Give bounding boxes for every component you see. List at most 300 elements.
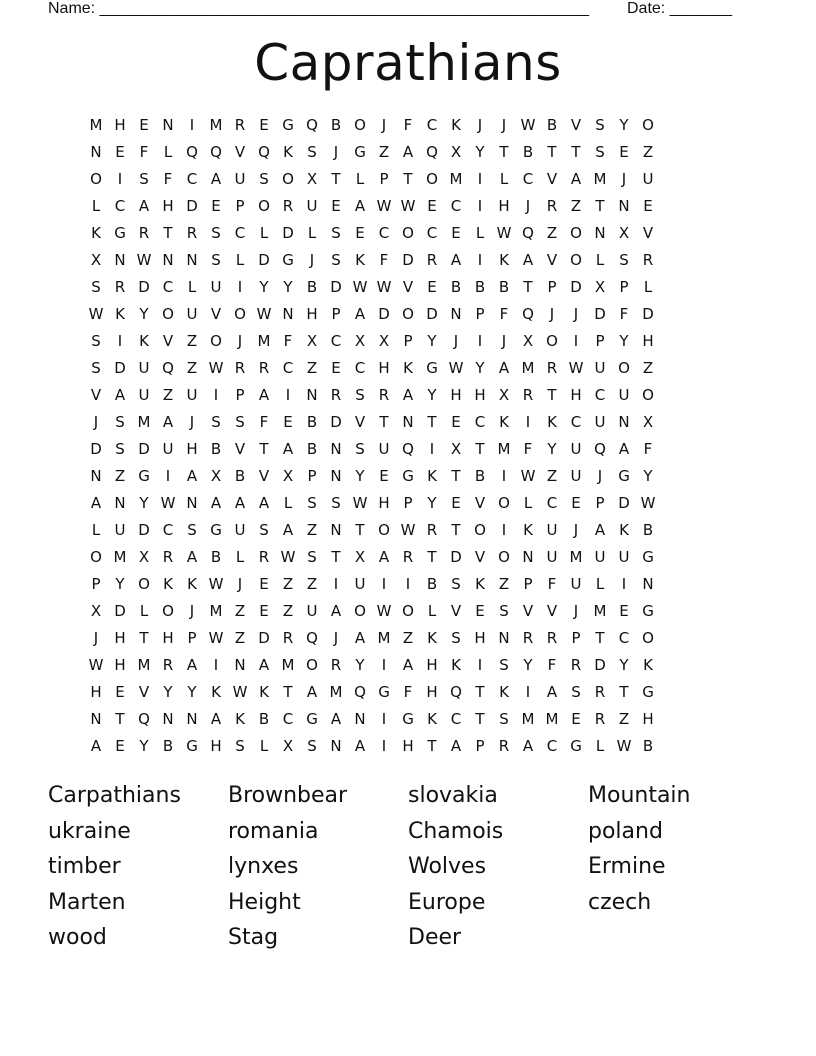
grid-letter: N: [114, 251, 126, 269]
grid-letter: H: [114, 116, 126, 134]
grid-letter: P: [307, 467, 317, 485]
grid-letter: E: [115, 683, 125, 701]
grid-letter: C: [474, 413, 486, 431]
grid-letter: P: [571, 629, 581, 647]
grid-letter: Y: [619, 656, 629, 674]
grid-letter: G: [114, 224, 126, 242]
grid-letter: J: [453, 332, 459, 350]
grid-letter: R: [498, 737, 510, 755]
grid-letter: D: [114, 602, 126, 620]
grid-letter: B: [474, 467, 486, 485]
grid-letter: X: [618, 224, 630, 242]
grid-letter: A: [114, 386, 126, 404]
grid-letter: V: [474, 548, 486, 566]
grid-letter: Z: [306, 575, 318, 593]
grid-letter: D: [138, 440, 150, 458]
grid-letter: H: [378, 359, 390, 377]
grid-letter: L: [139, 602, 149, 620]
grid-letter: A: [162, 413, 174, 431]
grid-letter: A: [618, 440, 630, 458]
grid-letter: C: [450, 197, 462, 215]
grid-letter: A: [378, 548, 390, 566]
grid-letter: Q: [306, 116, 318, 134]
word-bank-item: Mountain: [588, 783, 691, 808]
grid-letter: S: [331, 251, 341, 269]
grid-letter: D: [378, 305, 390, 323]
grid-letter: T: [475, 710, 485, 728]
grid-letter: A: [330, 602, 342, 620]
grid-letter: V: [450, 602, 462, 620]
grid-letter: B: [210, 548, 222, 566]
grid-letter: W: [376, 278, 392, 296]
grid-letter: D: [282, 224, 294, 242]
grid-letter: A: [402, 143, 414, 161]
grid-row: [84, 301, 732, 328]
grid-letter: F: [163, 170, 173, 188]
grid-letter: J: [309, 251, 315, 269]
grid-letter: T: [619, 683, 629, 701]
grid-letter: G: [642, 683, 654, 701]
grid-row: [84, 274, 732, 301]
grid-letter: E: [475, 602, 485, 620]
grid-letter: T: [451, 467, 461, 485]
grid-letter: M: [329, 683, 343, 701]
grid-letter: S: [187, 521, 197, 539]
grid-letter: X: [522, 332, 534, 350]
grid-letter: O: [354, 602, 366, 620]
grid-letter: A: [570, 170, 582, 188]
grid-letter: L: [307, 224, 317, 242]
word-bank-column: [228, 778, 408, 956]
grid-letter: R: [570, 656, 582, 674]
grid-letter: O: [642, 116, 654, 134]
word-bank-item: Stag: [228, 925, 279, 951]
grid-letter: J: [333, 143, 339, 161]
grid-letter: D: [258, 629, 270, 647]
grid-letter: N: [522, 548, 534, 566]
grid-letter: L: [475, 224, 485, 242]
grid-letter: Q: [402, 440, 414, 458]
grid-letter: J: [525, 197, 531, 215]
grid-letter: Z: [546, 467, 558, 485]
grid-letter: F: [643, 440, 653, 458]
grid-letter: N: [330, 467, 342, 485]
grid-letter: J: [189, 413, 195, 431]
grid-letter: F: [619, 305, 629, 323]
grid-letter: V: [474, 494, 486, 512]
grid-row: [84, 409, 732, 436]
grid-letter: Q: [258, 143, 270, 161]
grid-letter: R: [522, 629, 534, 647]
grid-letter: W: [520, 116, 536, 134]
grid-letter: S: [331, 224, 341, 242]
grid-letter: T: [403, 170, 413, 188]
grid-letter: N: [498, 629, 510, 647]
grid-letter: I: [117, 332, 123, 350]
grid-letter: V: [162, 332, 174, 350]
grid-letter: E: [619, 143, 629, 161]
grid-letter: E: [571, 710, 581, 728]
grid-letter: N: [402, 413, 414, 431]
grid-letter: L: [595, 251, 605, 269]
grid-letter: Y: [427, 386, 437, 404]
grid-letter: N: [234, 656, 246, 674]
grid-letter: D: [330, 413, 342, 431]
grid-letter: B: [306, 413, 318, 431]
grid-letter: R: [162, 656, 174, 674]
grid-letter: I: [501, 521, 507, 539]
grid-letter: K: [499, 683, 509, 701]
grid-letter: Y: [475, 359, 485, 377]
grid-letter: A: [90, 737, 102, 755]
grid-letter: Q: [354, 683, 366, 701]
grid-letter: Y: [355, 467, 365, 485]
grid-letter: I: [285, 386, 291, 404]
grid-letter: E: [571, 494, 581, 512]
grid-letter: T: [163, 224, 173, 242]
grid-letter: H: [162, 629, 174, 647]
grid-letter: D: [618, 494, 630, 512]
grid-letter: X: [282, 467, 294, 485]
grid-letter: U: [594, 548, 606, 566]
grid-letter: G: [426, 359, 438, 377]
grid-letter: W: [376, 197, 392, 215]
grid-letter: G: [282, 251, 294, 269]
grid-letter: G: [138, 467, 150, 485]
grid-letter: L: [427, 602, 437, 620]
grid-letter: L: [283, 494, 293, 512]
grid-row: [84, 436, 732, 463]
grid-letter: V: [546, 251, 558, 269]
grid-letter: X: [210, 467, 222, 485]
grid-letter: L: [595, 737, 605, 755]
grid-letter: R: [426, 521, 438, 539]
grid-letter: S: [307, 494, 317, 512]
grid-letter: E: [115, 737, 125, 755]
grid-letter: S: [331, 494, 341, 512]
grid-letter: T: [115, 710, 125, 728]
grid-letter: O: [402, 224, 414, 242]
grid-letter: O: [138, 575, 150, 593]
grid-letter: M: [521, 359, 535, 377]
grid-letter: G: [402, 710, 414, 728]
grid-letter: A: [450, 251, 462, 269]
grid-letter: C: [282, 710, 294, 728]
grid-letter: Y: [523, 656, 533, 674]
grid-letter: P: [403, 332, 413, 350]
grid-letter: S: [355, 440, 365, 458]
grid-letter: K: [187, 575, 197, 593]
grid-letter: B: [234, 467, 246, 485]
grid-letter: Q: [162, 359, 174, 377]
grid-letter: A: [282, 521, 294, 539]
grid-letter: U: [378, 440, 390, 458]
word-bank-item: poland: [588, 818, 663, 844]
grid-letter: R: [594, 710, 606, 728]
grid-letter: A: [498, 359, 510, 377]
word-bank-item: Brownbear: [228, 783, 348, 808]
grid-letter: K: [619, 521, 629, 539]
grid-letter: Y: [283, 278, 293, 296]
grid-letter: I: [429, 440, 435, 458]
grid-letter: U: [618, 548, 630, 566]
grid-letter: U: [546, 521, 558, 539]
grid-letter: O: [258, 197, 270, 215]
grid-letter: I: [381, 737, 387, 755]
grid-letter: B: [642, 521, 654, 539]
grid-letter: S: [139, 170, 149, 188]
grid-letter: O: [498, 548, 510, 566]
grid-letter: G: [282, 116, 294, 134]
grid-letter: T: [355, 521, 365, 539]
grid-letter: I: [117, 170, 123, 188]
grid-letter: S: [499, 656, 509, 674]
grid-letter: Y: [619, 332, 629, 350]
grid-letter: Q: [450, 683, 462, 701]
grid-letter: G: [306, 710, 318, 728]
grid-letter: P: [475, 305, 485, 323]
grid-letter: R: [138, 224, 150, 242]
worksheet-header: [48, 0, 768, 20]
grid-letter: J: [477, 116, 483, 134]
grid-letter: D: [186, 197, 198, 215]
grid-letter: H: [402, 737, 414, 755]
grid-letter: S: [499, 602, 509, 620]
grid-letter: N: [162, 251, 174, 269]
grid-letter: C: [330, 332, 342, 350]
grid-letter: N: [282, 305, 294, 323]
grid-letter: R: [546, 629, 558, 647]
grid-letter: A: [234, 494, 246, 512]
grid-letter: W: [616, 737, 632, 755]
grid-letter: G: [186, 737, 198, 755]
grid-letter: U: [546, 548, 558, 566]
grid-letter: Y: [643, 467, 653, 485]
grid-letter: X: [282, 737, 294, 755]
grid-letter: O: [306, 656, 318, 674]
grid-letter: G: [354, 143, 366, 161]
grid-letter: R: [114, 278, 126, 296]
grid-letter: J: [237, 575, 243, 593]
grid-letter: V: [642, 224, 654, 242]
grid-letter: D: [258, 251, 270, 269]
grid-letter: A: [522, 251, 534, 269]
grid-letter: U: [594, 359, 606, 377]
grid-letter: W: [352, 494, 368, 512]
grid-letter: P: [91, 575, 101, 593]
grid-letter: U: [306, 602, 318, 620]
grid-letter: R: [186, 224, 198, 242]
grid-letter: U: [594, 413, 606, 431]
grid-letter: H: [426, 683, 438, 701]
grid-letter: L: [523, 494, 533, 512]
grid-letter: C: [162, 278, 174, 296]
grid-letter: V: [354, 413, 366, 431]
grid-letter: M: [593, 602, 607, 620]
grid-letter: S: [499, 710, 509, 728]
grid-letter: U: [138, 386, 150, 404]
grid-letter: Y: [475, 143, 485, 161]
grid-letter: P: [523, 575, 533, 593]
grid-letter: W: [400, 197, 416, 215]
grid-letter: I: [477, 332, 483, 350]
grid-letter: I: [573, 332, 579, 350]
puzzle-title: Caprathians: [254, 34, 562, 92]
grid-letter: B: [330, 116, 342, 134]
word-bank-item: lynxes: [228, 854, 299, 880]
grid-letter: Z: [402, 629, 414, 647]
grid-letter: J: [93, 629, 99, 647]
grid-letter: W: [136, 251, 152, 269]
grid-letter: I: [381, 710, 387, 728]
word-bank-column: [48, 778, 228, 956]
grid-letter: O: [90, 170, 102, 188]
grid-letter: D: [138, 521, 150, 539]
grid-letter: E: [331, 359, 341, 377]
grid-letter: T: [379, 413, 389, 431]
grid-letter: H: [426, 656, 438, 674]
grid-letter: R: [426, 251, 438, 269]
grid-letter: W: [400, 521, 416, 539]
grid-letter: A: [546, 683, 558, 701]
grid-letter: E: [259, 575, 269, 593]
grid-letter: F: [547, 656, 557, 674]
grid-letter: H: [210, 737, 222, 755]
grid-letter: Z: [642, 143, 654, 161]
grid-letter: H: [114, 629, 126, 647]
grid-letter: N: [90, 143, 102, 161]
grid-letter: H: [474, 386, 486, 404]
grid-letter: T: [283, 683, 293, 701]
grid-letter: N: [90, 467, 102, 485]
grid-letter: N: [186, 710, 198, 728]
grid-letter: V: [90, 386, 102, 404]
grid-letter: A: [258, 656, 270, 674]
grid-letter: O: [402, 602, 414, 620]
grid-letter: K: [427, 467, 437, 485]
grid-letter: O: [618, 359, 630, 377]
grid-letter: E: [283, 413, 293, 431]
grid-letter: P: [235, 197, 245, 215]
grid-letter: T: [331, 170, 341, 188]
grid-letter: E: [211, 197, 221, 215]
grid-letter: N: [354, 710, 366, 728]
grid-letter: K: [427, 710, 437, 728]
grid-letter: B: [162, 737, 174, 755]
grid-letter: L: [187, 278, 197, 296]
grid-letter: A: [354, 629, 366, 647]
grid-letter: O: [234, 305, 246, 323]
grid-letter: F: [547, 575, 557, 593]
grid-letter: R: [546, 359, 558, 377]
grid-letter: S: [259, 521, 269, 539]
grid-letter: L: [355, 170, 365, 188]
grid-letter: I: [189, 116, 195, 134]
grid-letter: W: [280, 548, 296, 566]
grid-letter: T: [499, 143, 509, 161]
grid-letter: O: [642, 386, 654, 404]
letter-grid: [84, 112, 732, 760]
grid-letter: X: [306, 170, 318, 188]
grid-letter: K: [643, 656, 653, 674]
grid-letter: C: [162, 521, 174, 539]
grid-letter: M: [137, 656, 151, 674]
grid-letter: M: [89, 116, 103, 134]
grid-letter: M: [281, 656, 295, 674]
grid-row: [84, 220, 732, 247]
grid-letter: S: [211, 251, 221, 269]
grid-letter: O: [570, 251, 582, 269]
grid-letter: C: [234, 224, 246, 242]
grid-letter: A: [186, 467, 198, 485]
grid-letter: X: [450, 440, 462, 458]
grid-row: [84, 166, 732, 193]
grid-letter: A: [186, 656, 198, 674]
grid-letter: D: [90, 440, 102, 458]
grid-letter: E: [331, 197, 341, 215]
grid-letter: I: [213, 386, 219, 404]
grid-letter: Q: [522, 305, 534, 323]
grid-letter: W: [376, 602, 392, 620]
grid-letter: M: [137, 413, 151, 431]
grid-letter: V: [546, 602, 558, 620]
grid-letter: S: [595, 143, 605, 161]
grid-letter: K: [211, 683, 221, 701]
grid-letter: L: [259, 224, 269, 242]
grid-letter: Y: [619, 116, 629, 134]
word-bank-item: Carpathians: [48, 783, 181, 808]
grid-letter: N: [186, 251, 198, 269]
grid-letter: R: [282, 197, 294, 215]
grid-letter: K: [427, 629, 437, 647]
grid-letter: S: [619, 251, 629, 269]
grid-letter: N: [186, 494, 198, 512]
grid-letter: C: [546, 494, 558, 512]
grid-letter: I: [621, 575, 627, 593]
grid-letter: M: [449, 170, 463, 188]
grid-letter: V: [234, 440, 246, 458]
grid-letter: O: [498, 494, 510, 512]
grid-letter: W: [640, 494, 656, 512]
grid-letter: H: [186, 440, 198, 458]
grid-letter: Q: [426, 143, 438, 161]
grid-letter: P: [331, 305, 341, 323]
grid-letter: Z: [234, 629, 246, 647]
grid-letter: N: [330, 521, 342, 539]
grid-letter: B: [474, 278, 486, 296]
grid-letter: K: [451, 656, 461, 674]
grid-letter: M: [545, 710, 559, 728]
grid-letter: X: [306, 332, 318, 350]
grid-letter: Z: [306, 521, 318, 539]
word-bank-item: ukraine: [48, 818, 131, 844]
grid-letter: Z: [282, 575, 294, 593]
grid-letter: R: [330, 656, 342, 674]
grid-letter: X: [90, 251, 102, 269]
grid-letter: C: [546, 737, 558, 755]
grid-letter: W: [88, 656, 104, 674]
grid-letter: J: [549, 305, 555, 323]
grid-row: [84, 652, 732, 679]
grid-letter: U: [138, 359, 150, 377]
grid-letter: O: [378, 521, 390, 539]
grid-letter: R: [594, 683, 606, 701]
grid-letter: H: [378, 494, 390, 512]
grid-letter: C: [450, 710, 462, 728]
grid-letter: I: [381, 575, 387, 593]
grid-letter: K: [115, 305, 125, 323]
grid-letter: Y: [427, 494, 437, 512]
